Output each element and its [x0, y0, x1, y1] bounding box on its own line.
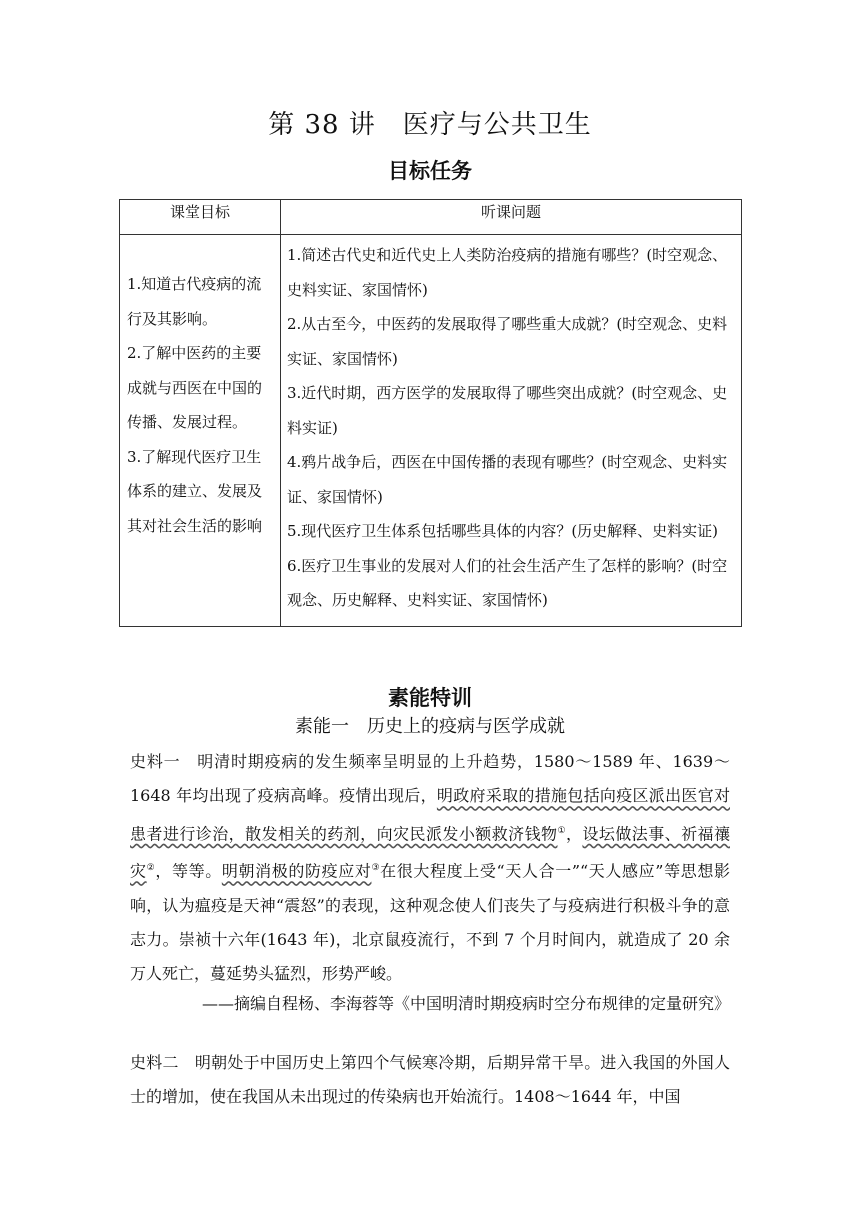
goal-item: 3.了解现代医疗卫生体系的建立、发展及其对社会生活的影响 — [127, 447, 263, 535]
underlined-passage-2: 设坛做法事、祈福禳灾 — [130, 823, 730, 881]
question-item: 6.医疗卫生事业的发展对人们的社会生活产生了怎样的影响？(时空观念、历史解释、史料实证、家国情怀) — [287, 556, 728, 609]
material-one-text: ， — [565, 823, 583, 843]
question-item: 1.简述古代史和近代史上人类防治疫病的措施有哪些？(时空观念、史料实证、家国情怀) — [287, 246, 728, 299]
footnote-mark-2: ② — [146, 863, 156, 874]
material-two: 史料二 明朝处于中国历史上第四个气候寒冷期，后期异常干旱。进入我国的外国人士的增加，使在我国从未出现过的传染病也开始流行。1408～1644 年，中国 — [130, 1053, 730, 1107]
lecture-questions — [281, 235, 742, 627]
underlined-passage-3: 明朝消极的防疫应对 — [221, 861, 372, 881]
goal-item: 2.了解中医药的主要成就与西医在中国的传播、发展过程。 — [127, 344, 263, 431]
material-one-source: ——摘编自程杨、李海蓉等《中国明清时期疫病时空分布规律的定量研究》 — [201, 994, 730, 1013]
goals-body-row — [120, 235, 742, 627]
material-one-text: ，等等。 — [155, 861, 222, 881]
footnote-mark-1: ① — [557, 825, 566, 836]
goals-table — [119, 199, 742, 627]
goals-heading: 目标任务 — [388, 159, 472, 183]
material-one-text: 在很大程度上受“天人合一”“天人感应”等思想影响，认为瘟疫是天神“震怒”的表现，这种观念使人们丧失了与疫病进行积极斗争的意志力。崇祯十六年(1643 年)，北京鼠疫流行，不到 7 个月时间内，就造成了 20 余万人死亡，蔓延势头猛烈，形势严峻。 — [130, 861, 730, 984]
training-subheading: 素能一 历史上的疫病与医学成就 — [295, 716, 565, 737]
goal-item: 1.知道古代疫病的流行及其影响。 — [127, 275, 262, 328]
material-one — [130, 745, 730, 992]
col-right-header: 听课问题 — [281, 200, 742, 235]
footnote-mark-3: ③ — [371, 863, 381, 874]
page-title: 第 38 讲 医疗与公共卫生 — [268, 110, 592, 140]
question-item: 4.鸦片战争后，西医在中国传播的表现有哪些？(时空观念、史料实证、家国情怀) — [287, 453, 728, 506]
col-left-header: 课堂目标 — [120, 200, 281, 235]
underlined-passage-1: 明政府采取的措施包括向疫区派出医官对患者进行诊治，散发相关的药剂，向灾民派发小额救济钱物 — [130, 786, 730, 843]
question-item: 2.从古至今，中医药的发展取得了哪些重大成就？(时空观念、史料实证、家国情怀) — [287, 315, 728, 368]
training-heading: 素能特训 — [388, 686, 472, 710]
question-item: 5.现代医疗卫生体系包括哪些具体的内容？(历史解释、史料实证) — [287, 522, 719, 540]
question-item: 3.近代时期，西方医学的发展取得了哪些突出成就？(时空观念、史料实证) — [287, 384, 728, 437]
goals-header-row — [120, 200, 742, 235]
classroom-goals — [120, 235, 281, 627]
material-one-text: 史料一 明清时期疫病的发生频率呈明显的上升趋势，1580～1589 年、1639～1648 年均出现了疫病高峰。疫情出现后， — [130, 752, 730, 806]
